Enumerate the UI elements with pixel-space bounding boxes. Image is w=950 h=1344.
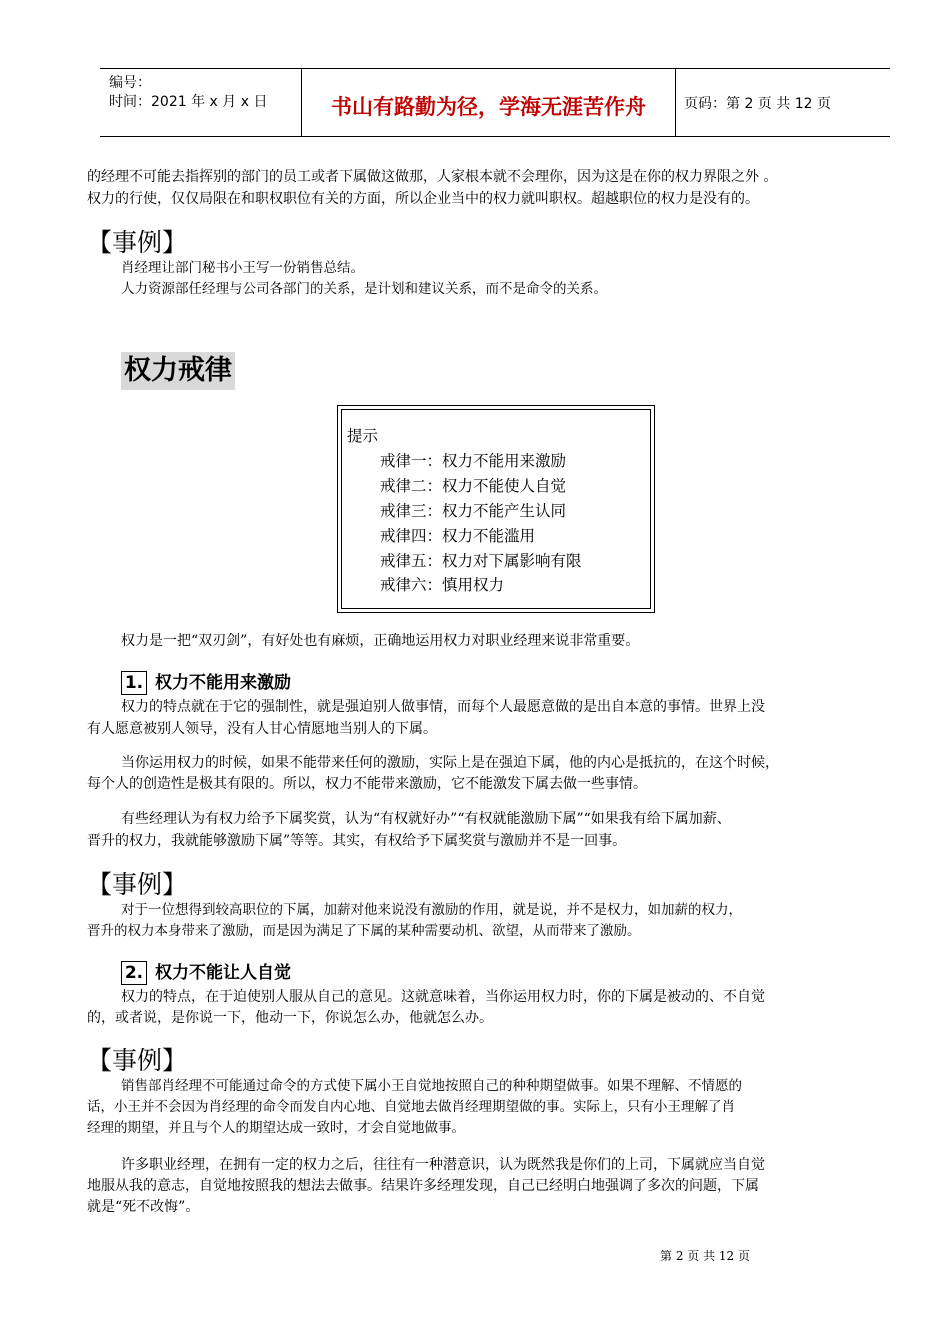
case-heading-2: 【事例】 — [87, 870, 188, 899]
section-2-title: 权力不能让人自觉 — [155, 963, 291, 983]
case-3-line-3: 经理的期望，并且与个人的期望达成一致时，才会自觉地做事。 — [87, 1120, 465, 1136]
double-edged-sentence: 权力是一把“双刃剑”，有好处也有麻烦，正确地运用权力对职业经理来说非常重要。 — [121, 633, 640, 649]
case-2-line-2: 晋升的权力本身带来了激励，而是因为满足了下属的某种需要动机、欲望，从而带来了激励。 — [87, 923, 641, 939]
closing-line-1: 许多职业经理，在拥有一定的权力之后，往往有一种潜意识，认为既然我是你们的上司，下属就应当自觉 — [121, 1157, 765, 1173]
section-title: 权力戒律 — [121, 352, 235, 390]
case-heading-3: 【事例】 — [87, 1046, 188, 1075]
header-motto-cell — [302, 69, 676, 136]
section-1-p3-line-2: 晋升的权力，我就能够激励下属”等等。其实，有权给予下属奖赏与激励并不是一回事。 — [87, 833, 627, 849]
tip-rule-3: 戒律三：权力不能产生认同 — [380, 502, 567, 520]
tip-rule-6: 戒律六：慎用权力 — [380, 576, 505, 594]
case-3-line-1: 销售部肖经理不可能通过命令的方式使下属小王自觉地按照自己的种种期望做事。如果不理解、不情愿的 — [121, 1078, 742, 1094]
section-2-p1-line-1: 权力的特点，在于迫使别人服从自己的意见。这就意味着，当你运用权力时，你的下属是被动的、不自觉 — [121, 989, 765, 1005]
section-2-number: 2. — [121, 961, 147, 985]
tip-rule-4: 戒律四：权力不能滥用 — [380, 527, 536, 545]
section-2-p1-line-2: 的，或者说，是你说一下，他动一下，你说怎么办，他就怎么办。 — [87, 1010, 493, 1026]
tip-rule-1: 戒律一：权力不能用来激励 — [380, 452, 567, 470]
intro-line-2: 权力的行使，仅仅局限在和职权职位有关的方面，所以企业当中的权力就叫职权。超越职位的权力是没有的。 — [87, 191, 759, 207]
tip-box — [337, 405, 655, 613]
closing-line-3: 就是“死不改悔”。 — [87, 1199, 200, 1215]
section-1-title: 权力不能用来激励 — [155, 673, 291, 693]
case-heading-1: 【事例】 — [87, 228, 188, 257]
section-1-number: 1. — [121, 671, 147, 695]
section-1-p1-line-1: 权力的特点就在于它的强制性，就是强迫别人做事情，而每个人最愿意做的是出自本意的事情。世界上没 — [121, 699, 765, 715]
page-header — [100, 68, 890, 137]
case-1-line-1: 肖经理让部门秘书小王写一份销售总结。 — [121, 260, 364, 276]
tip-rule-5: 戒律五：权力对下属影响有限 — [380, 552, 582, 570]
intro-line-1: 的经理不可能去指挥别的部门的员工或者下属做这做那，人家根本就不会理你，因为这是在你的权力界限之外 。 — [87, 169, 778, 185]
tip-label: 提示 — [347, 427, 379, 445]
page-footer: 第 2 页 共 12 页 — [660, 1249, 750, 1263]
document-number-label: 编号： — [109, 75, 151, 91]
section-1-p1-line-2: 有人愿意被别人领导，没有人甘心情愿地当别人的下属。 — [87, 721, 437, 737]
case-1-line-2: 人力资源部任经理与公司各部门的关系，是计划和建议关系，而不是命令的关系。 — [121, 281, 607, 297]
header-page-cell — [676, 69, 890, 136]
tip-rule-2: 戒律二：权力不能使人自觉 — [380, 477, 567, 495]
case-2-line-1: 对于一位想得到较高职位的下属，加薪对他来说没有激励的作用，就是说，并不是权力，如加薪的权力， — [121, 902, 742, 918]
header-meta-cell — [100, 69, 302, 136]
document-date-label: 时间：2021 年 x 月 x 日 — [109, 94, 268, 110]
header-motto: 书山有路勤为径，学海无涯苦作舟 — [331, 94, 646, 119]
header-page-number: 页码：第 2 页 共 12 页 — [684, 96, 831, 112]
section-1-p2-line-2: 每个人的创造性是极其有限的。所以，权力不能带来激励，它不能激发下属去做一些事情。 — [87, 776, 647, 792]
section-1-p3-line-1: 有些经理认为有权力给予下属奖赏，认为“有权就好办”“有权就能激励下属”“如果我有给下属加薪、 — [121, 811, 731, 827]
case-3-line-2: 话，小王并不会因为肖经理的命令而发自内心地、自觉地去做肖经理期望做的事。实际上，只有小王理解了肖 — [87, 1099, 735, 1115]
section-1-p2-line-1: 当你运用权力的时候，如果不能带来任何的激励，实际上是在强迫下属，他的内心是抵抗的，在这个时候， — [121, 755, 779, 771]
closing-line-2: 地服从我的意志，自觉地按照我的想法去做事。结果许多经理发现，自己已经明白地强调了多次的问题，下属 — [87, 1178, 759, 1194]
